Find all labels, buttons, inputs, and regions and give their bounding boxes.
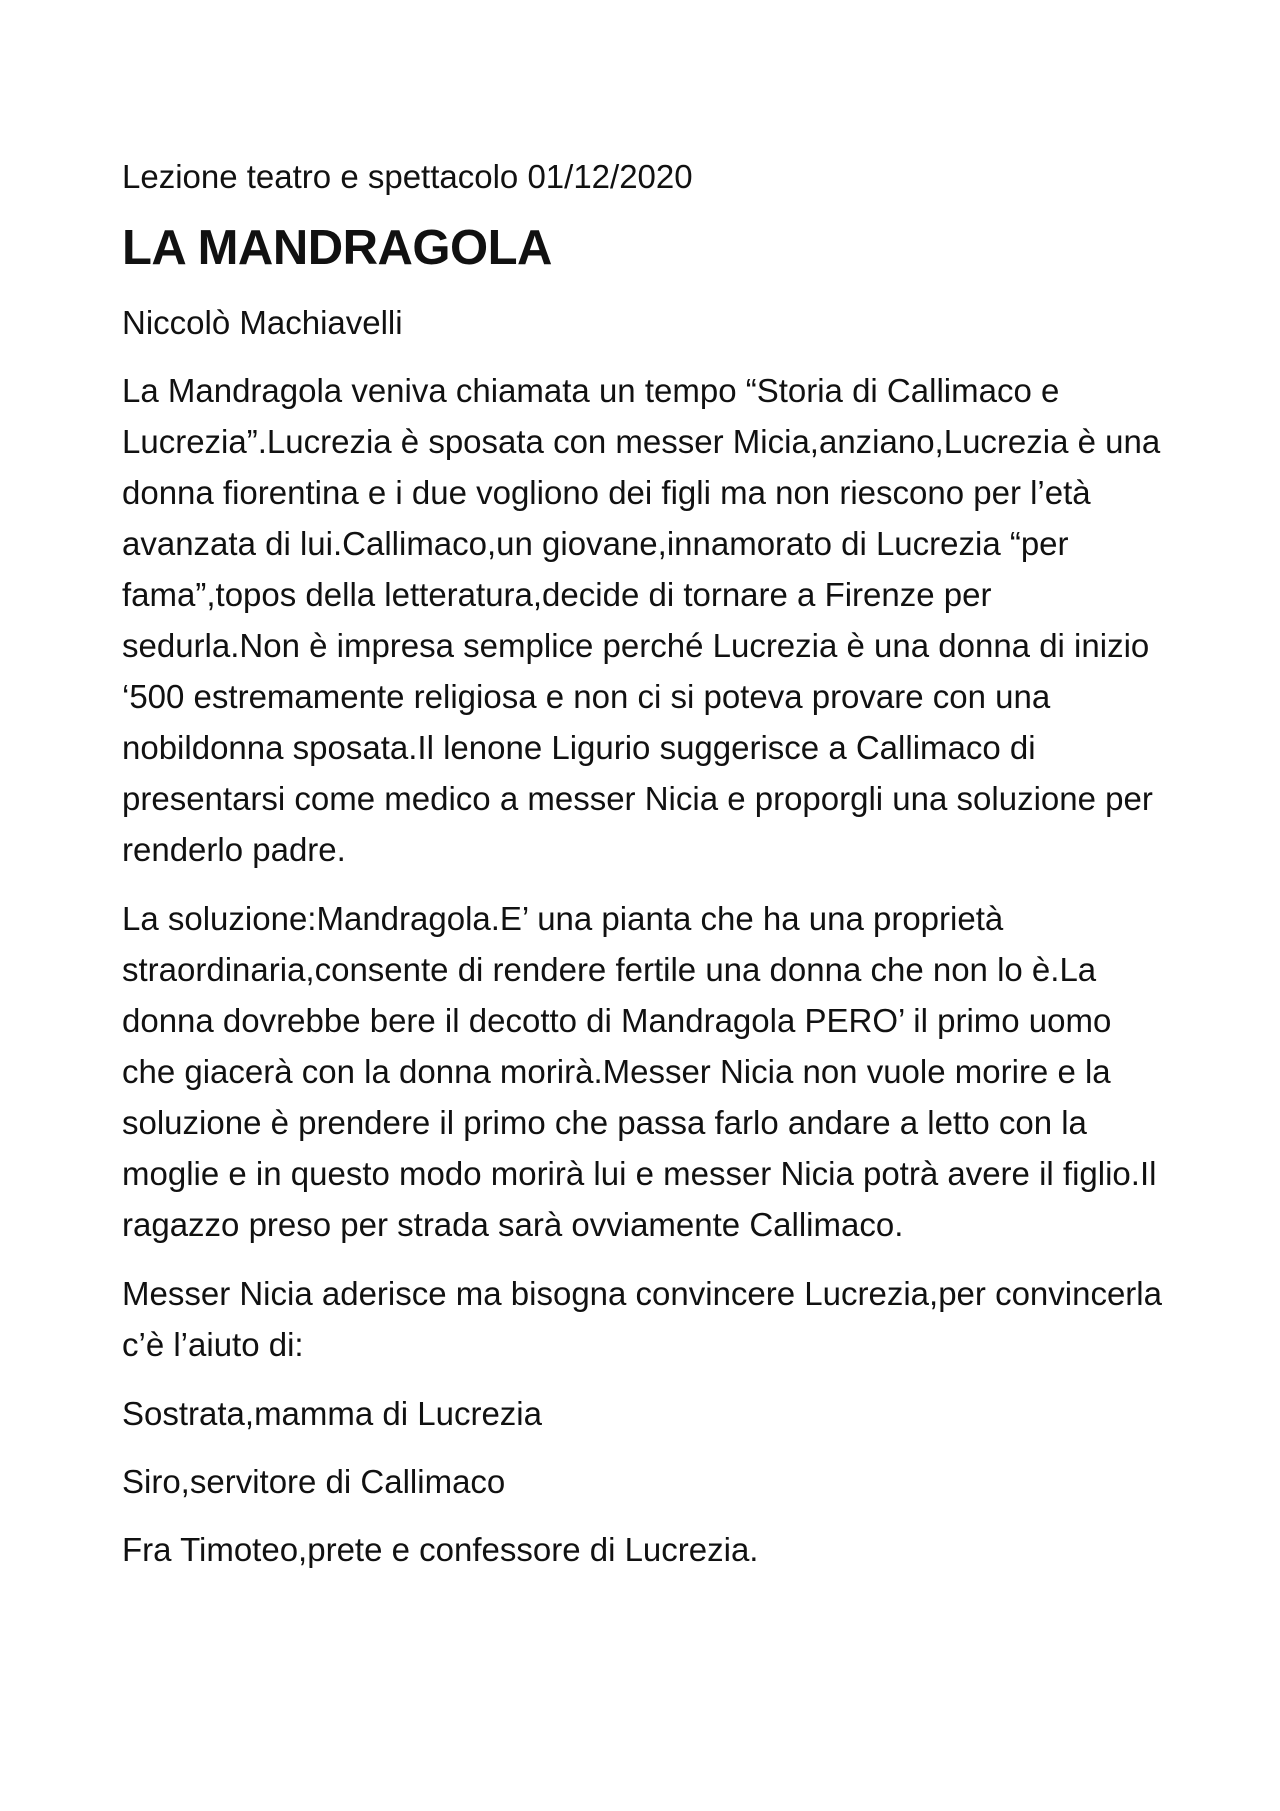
- helper-item: Sostrata,mamma di Lucrezia: [122, 1395, 542, 1432]
- paragraph-solution: La soluzione:Mandragola.E’ una pianta che ha una proprietà straordinaria,consente di rendere fertile una donna che non lo è.La donna dovrebbe bere il decotto di Mandragola PERO’ il primo uomo che giacerà con la donna morirà.Messer Nicia non vuole morire e la soluzione è prendere il primo che passa farlo andare a letto con la moglie e in questo modo morirà lui e messer Nicia potrà avere il figlio.Il ragazzo preso per strada sarà ovviamente Callimaco.: [122, 900, 1157, 1243]
- paragraph-plot: La Mandragola veniva chiamata un tempo “Storia di Callimaco e Lucrezia”.Lucrezia è sposata con messer Micia,anziano,Lucrezia è una donna fiorentina e i due vogliono dei figli ma non riescono per l’età avanzata di lui.Callimaco,un giovane,innamorato di Lucrezia “per fama”,topos della letteratura,decide di tornare a Firenze per sedurla.Non è impresa semplice perché Lucrezia è una donna di inizio ‘500 estremamente religiosa e non ci si poteva provare con una nobildonna sposata.Il lenone Ligurio suggerisce a Callimaco di presentarsi come medico a messer Nicia e proporgli una soluzione per renderlo padre.: [122, 372, 1161, 868]
- helper-item: Siro,servitore di Callimaco: [122, 1463, 506, 1500]
- document-title: LA MANDRAGOLA: [122, 221, 552, 275]
- helper-item: Fra Timoteo,prete e confessore di Lucrezia.: [122, 1531, 759, 1568]
- paragraph-helpers-intro: Messer Nicia aderisce ma bisogna convincere Lucrezia,per convincerla c’è l’aiuto di:: [122, 1275, 1162, 1363]
- author-line: Niccolò Machiavelli: [122, 304, 403, 341]
- lesson-header-line: Lezione teatro e spettacolo 01/12/2020: [122, 158, 693, 195]
